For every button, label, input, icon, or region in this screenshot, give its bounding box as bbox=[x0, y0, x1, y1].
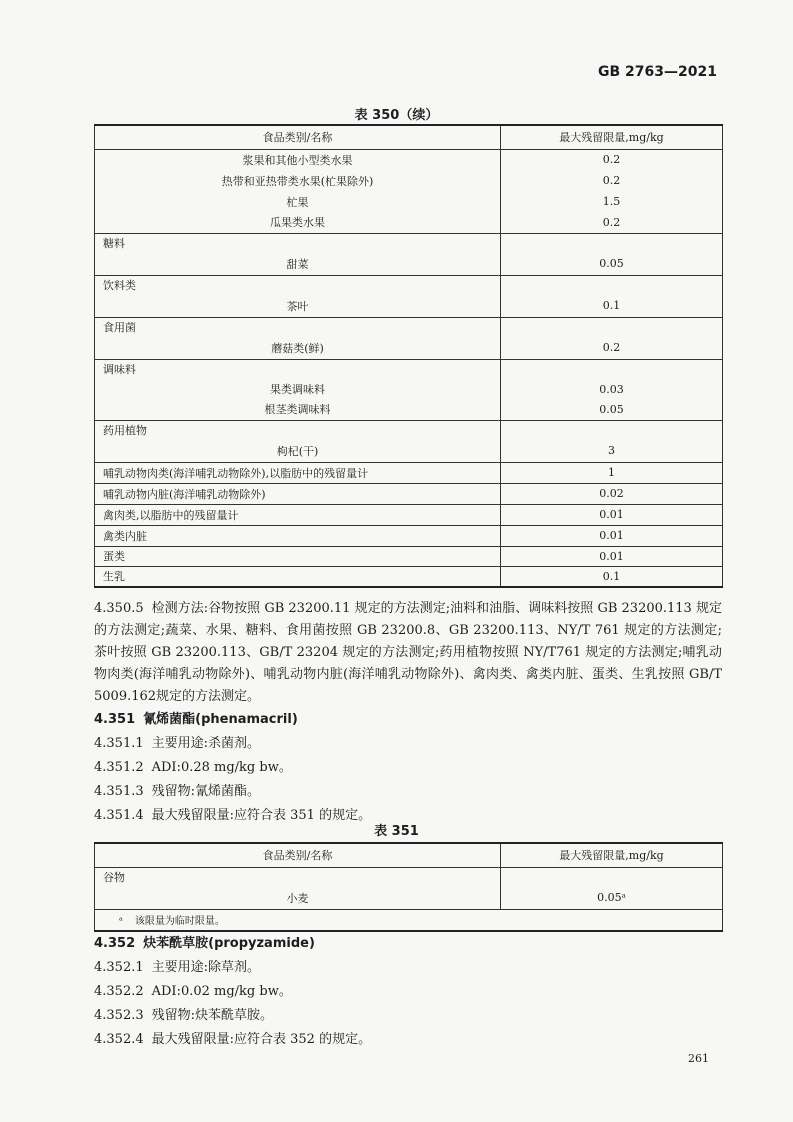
item-number: 4.352.1 bbox=[94, 960, 144, 975]
limit-cell: 0.01 bbox=[501, 546, 723, 566]
item-number: 4.352.3 bbox=[94, 1008, 144, 1023]
food-category-cell: 禽类内脏 bbox=[95, 525, 501, 546]
table-row bbox=[95, 379, 723, 399]
food-category-cell: 杧果 bbox=[95, 191, 501, 212]
food-category-cell: 谷物 bbox=[95, 867, 501, 887]
item-text: 残留物:氰烯菌酯。 bbox=[151, 784, 261, 799]
table-header-row bbox=[95, 125, 723, 149]
food-category-cell: 蘑菇类(鲜) bbox=[95, 337, 501, 359]
column-header-max-residue-limit: 最大残留限量,mg/kg bbox=[501, 125, 723, 149]
table-350 bbox=[94, 124, 723, 588]
table-row bbox=[95, 420, 723, 440]
section-4-351-item-2 bbox=[94, 758, 722, 778]
section-number: 4.352 bbox=[94, 936, 136, 951]
section-4-350-5 bbox=[94, 598, 722, 708]
food-category-cell: 茶叶 bbox=[95, 295, 501, 317]
item-text: ADI:0.02 mg/kg bw。 bbox=[151, 984, 292, 999]
food-category-cell: 果类调味料 bbox=[95, 379, 501, 399]
item-number: 4.352.4 bbox=[94, 1032, 144, 1047]
section-text: 检测方法:谷物按照 GB 23200.11 规定的方法测定;油料和油脂、调味料按照 GB 23200.113 规定的方法测定;蔬菜、水果、糖料、食用菌按照 GB 23200.8、GB 23200.113、NY/T 761 规定的方法测定;茶叶按照 GB 23200.113、GB/T 23204 规定的方法测定;药用植物按照 NY/T761 规定的方法测定;哺乳动物肉类(海洋哺乳动物除外)、哺乳动物内脏(海洋哺乳动物除外)、禽肉类、禽类内脏、蛋类、生乳按照 GB/T 5009.162规定的方法测定。 bbox=[94, 601, 722, 704]
footnote-text: 该限量为临时限量。 bbox=[134, 916, 225, 928]
table-footnote bbox=[95, 909, 723, 931]
table-row bbox=[95, 233, 723, 253]
limit-cell bbox=[501, 359, 723, 379]
section-4-351-heading bbox=[94, 710, 722, 730]
table-header-row bbox=[95, 843, 723, 867]
food-category-cell: 哺乳动物肉类(海洋哺乳动物除外),以脂肪中的残留量计 bbox=[95, 462, 501, 483]
food-category-cell: 糖料 bbox=[95, 233, 501, 253]
limit-cell: 0.2 bbox=[501, 170, 723, 191]
food-category-cell: 瓜果类水果 bbox=[95, 212, 501, 233]
limit-cell: 0.05ᵃ bbox=[501, 887, 723, 909]
limit-cell: 0.1 bbox=[501, 566, 723, 587]
table-row bbox=[95, 212, 723, 233]
food-category-cell: 调味料 bbox=[95, 359, 501, 379]
limit-cell bbox=[501, 233, 723, 253]
limit-cell: 0.2 bbox=[501, 149, 723, 170]
table-row bbox=[95, 525, 723, 546]
item-number: 4.351.3 bbox=[94, 784, 144, 799]
table-row bbox=[95, 170, 723, 191]
footnote-mark: ᵃ bbox=[119, 916, 123, 928]
food-category-cell: 热带和亚热带类水果(杧果除外) bbox=[95, 170, 501, 191]
table-row bbox=[95, 399, 723, 420]
food-name-cell: 小麦 bbox=[95, 887, 501, 909]
food-category-cell: 蛋类 bbox=[95, 546, 501, 566]
section-4-351-item-3 bbox=[94, 782, 722, 802]
table-row bbox=[95, 440, 723, 462]
table-row bbox=[95, 337, 723, 359]
limit-cell: 0.2 bbox=[501, 337, 723, 359]
table-row bbox=[95, 504, 723, 525]
food-category-cell: 根茎类调味料 bbox=[95, 399, 501, 420]
food-category-cell: 饮料类 bbox=[95, 275, 501, 295]
table-row bbox=[95, 149, 723, 170]
limit-cell: 1 bbox=[501, 462, 723, 483]
food-category-cell: 禽肉类,以脂肪中的残留量计 bbox=[95, 504, 501, 525]
table-351-title: 表 351 bbox=[374, 824, 419, 839]
section-number: 4.350.5 bbox=[94, 601, 144, 616]
standard-code: GB 2763—2021 bbox=[598, 64, 717, 80]
limit-cell bbox=[501, 420, 723, 440]
food-category-cell: 哺乳动物内脏(海洋哺乳动物除外) bbox=[95, 483, 501, 504]
table-row bbox=[95, 295, 723, 317]
section-4-352-item-4 bbox=[94, 1030, 722, 1050]
item-text: 主要用途:杀菌剂。 bbox=[151, 736, 261, 751]
item-text: ADI:0.28 mg/kg bw。 bbox=[151, 760, 292, 775]
item-text: 最大残留限量:应符合表 351 的规定。 bbox=[151, 808, 372, 823]
limit-cell: 0.01 bbox=[501, 504, 723, 525]
food-category-cell: 浆果和其他小型类水果 bbox=[95, 149, 501, 170]
table-row bbox=[95, 483, 723, 504]
limit-cell bbox=[501, 275, 723, 295]
limit-cell: 0.2 bbox=[501, 212, 723, 233]
limit-cell bbox=[501, 317, 723, 337]
table-row bbox=[95, 867, 723, 887]
table-351 bbox=[94, 842, 723, 932]
table-row bbox=[95, 191, 723, 212]
section-4-352-item-1 bbox=[94, 958, 722, 978]
section-4-352-item-2 bbox=[94, 982, 722, 1002]
limit-cell bbox=[501, 867, 723, 887]
item-text: 主要用途:除草剂。 bbox=[151, 960, 261, 975]
section-4-352-item-3 bbox=[94, 1006, 722, 1026]
section-4-351-item-1 bbox=[94, 734, 722, 754]
section-title: 炔苯酰草胺(propyzamide) bbox=[143, 936, 315, 951]
table-row bbox=[95, 887, 723, 909]
page-number: 261 bbox=[688, 1052, 709, 1065]
limit-cell: 1.5 bbox=[501, 191, 723, 212]
section-4-352-heading bbox=[94, 934, 722, 954]
section-number: 4.351 bbox=[94, 712, 136, 727]
table-row bbox=[95, 566, 723, 587]
table-row bbox=[95, 462, 723, 483]
limit-cell: 0.05 bbox=[501, 253, 723, 275]
limit-cell: 0.01 bbox=[501, 525, 723, 546]
column-header-max-residue-limit: 最大残留限量,mg/kg bbox=[501, 843, 723, 867]
table-350-title: 表 350（续） bbox=[354, 108, 439, 123]
food-category-cell: 枸杞(干) bbox=[95, 440, 501, 462]
food-category-cell: 甜菜 bbox=[95, 253, 501, 275]
table-row bbox=[95, 317, 723, 337]
limit-cell: 0.03 bbox=[501, 379, 723, 399]
column-header-food-category: 食品类别/名称 bbox=[95, 843, 501, 867]
item-number: 4.351.2 bbox=[94, 760, 144, 775]
food-category-cell: 药用植物 bbox=[95, 420, 501, 440]
item-number: 4.351.1 bbox=[94, 736, 144, 751]
item-number: 4.352.2 bbox=[94, 984, 144, 999]
item-text: 残留物:炔苯酰草胺。 bbox=[151, 1008, 274, 1023]
limit-cell: 3 bbox=[501, 440, 723, 462]
table-row bbox=[95, 359, 723, 379]
food-category-cell: 生乳 bbox=[95, 566, 501, 587]
limit-cell: 0.1 bbox=[501, 295, 723, 317]
item-text: 最大残留限量:应符合表 352 的规定。 bbox=[151, 1032, 372, 1047]
column-header-food-category: 食品类别/名称 bbox=[95, 125, 501, 149]
food-category-cell: 食用菌 bbox=[95, 317, 501, 337]
item-number: 4.351.4 bbox=[94, 808, 144, 823]
table-footnote-row bbox=[95, 909, 723, 931]
table-row bbox=[95, 253, 723, 275]
table-row bbox=[95, 275, 723, 295]
limit-cell: 0.02 bbox=[501, 483, 723, 504]
table-row bbox=[95, 546, 723, 566]
limit-cell: 0.05 bbox=[501, 399, 723, 420]
section-title: 氰烯菌酯(phenamacril) bbox=[143, 712, 298, 727]
